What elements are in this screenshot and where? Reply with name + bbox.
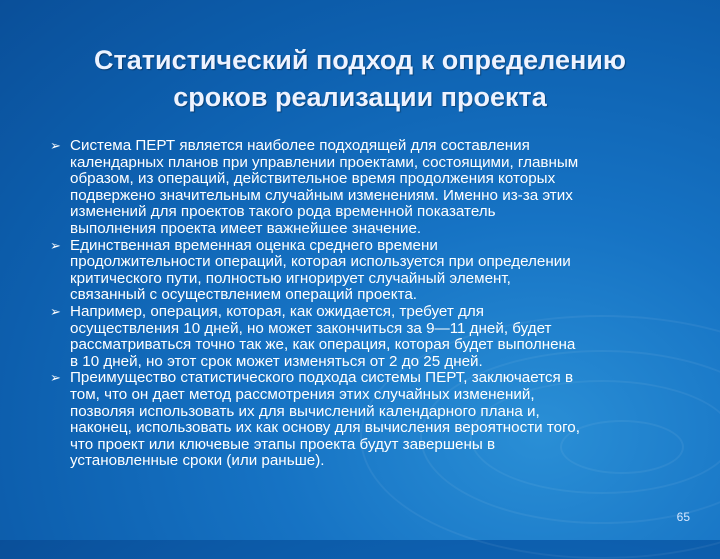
bullet-text-line: наконец, использовать их как основу для вычисления вероятности того, <box>70 419 580 437</box>
bullet-item <box>50 370 690 470</box>
arrow-bullet-icon: ➢ <box>50 303 61 319</box>
bullet-text-line: том, что он дает метод рассмотрения этих случайных изменений, <box>70 385 535 403</box>
slide-title <box>30 42 690 116</box>
bullet-text-line: образом, из операций, действительное время продолжения которых <box>70 170 556 188</box>
bullet-item <box>50 238 690 304</box>
bullet-text-line: позволяя использовать их для вычислений календарного плана и, <box>70 402 540 420</box>
bullet-item <box>50 138 690 238</box>
bullet-text-line: рассматриваться точно так же, как операция, которая будет выполнена <box>70 336 576 354</box>
arrow-bullet-icon: ➢ <box>50 370 61 386</box>
bullet-text-line: изменений для проектов такого рода временной показатель <box>70 203 496 221</box>
bullet-text-line: календарных планов при управлении проектами, состоящими, главным <box>70 153 579 171</box>
bullet-text-line: установленные сроки (или раньше). <box>70 452 325 470</box>
arrow-bullet-icon: ➢ <box>50 138 61 153</box>
bullet-text-line: Система ПЕРТ является наиболее подходящей для составления <box>70 137 530 154</box>
bullet-text-line: продолжительности операций, которая используется при определении <box>70 253 571 271</box>
bullet-text-line: подвержено значительным случайным изменениям. Именно из-за этих <box>70 186 573 204</box>
bullet-text-line: критического пути, полностью игнорирует случайный элемент, <box>70 269 511 287</box>
slide-title-line: сроков реализации проекта <box>173 82 547 113</box>
bullet-item <box>50 304 690 370</box>
bullet-text-line: в 10 дней, но этот срок может изменяться от 2 до 25 дней. <box>70 352 483 370</box>
slide-title-line: Статистический подход к определению <box>94 45 626 76</box>
arrow-bullet-icon: ➢ <box>50 237 61 253</box>
bullet-list <box>50 138 690 470</box>
bullet-text-line: Преимущество статистического подхода системы ПЕРТ, заключается в <box>70 369 574 387</box>
bullet-text-line: что проект или ключевые этапы проекта будут завершены в <box>70 435 496 453</box>
bullet-text-line: выполнения проекта имеет важнейшее значение. <box>70 219 422 237</box>
bullet-text-line: Единственная временная оценка среднего времени <box>70 236 438 254</box>
bullet-text-line: осуществления 10 дней, но может закончиться за 9—11 дней, будет <box>70 319 552 337</box>
bullet-text-line: связанный с осуществлением операций проекта. <box>70 286 418 304</box>
page-number: 65 <box>676 510 690 524</box>
bullet-text-line: Например, операция, которая, как ожидается, требует для <box>70 302 484 320</box>
